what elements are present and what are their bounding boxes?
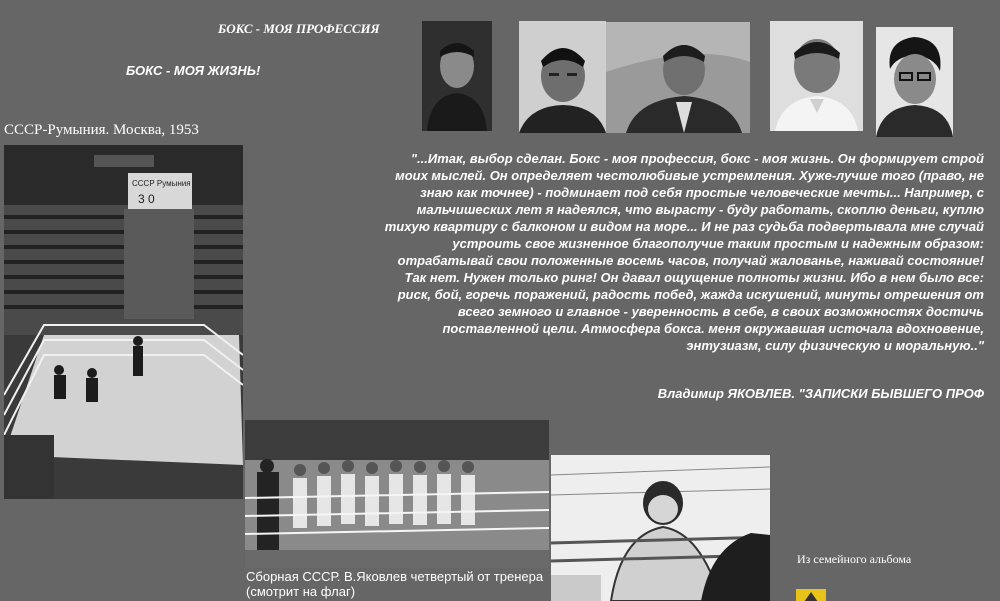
portrait-photo-4 (770, 21, 863, 131)
portrait-photo-5 (876, 27, 953, 137)
quote-text: "...Итак, выбор сделан. Бокс - моя профессия, бокс - моя жизнь. Он формирует строй моих мыслей. Он определяет честолюбивые устремления. Хуже-лучше того (право, не знаю как точнее) - подминает под себя простые человеческие мечты... Например, с мальчишеских лет я надеялся, что вырасту - буду работать, скоплю деньги, куплю тихую квартиру с балконом и видом на море... И не раз судьба подвертывала мне случай устроить свое жизненное благополучие таким простым и надежным образом: отрабатывай свои положенные восемь часов, получай жалованье, наживай состояние! Так нет. Нужен только ринг! Он давал ощущение полноты жизни. Ибо в нем было все: риск, бой, горечь поражений, радость побед, жажда искушений, минуты отрешения от всего земного и главное - уверенность в себе, в своих возможностях достичь поставленной цели. Атмосфера бокса. меня окружавшая источала вдохновение, энтузиазм, силу физическую и моральную.." (384, 151, 984, 353)
warning-sign-icon (796, 589, 826, 601)
portrait-photo-3 (606, 22, 750, 133)
title-life: БОКС - МОЯ ЖИЗНЬ! (126, 63, 261, 78)
caption-family-album: Из семейного альбома (797, 552, 912, 566)
title-profession: БОКС - МОЯ ПРОФЕССИЯ (218, 21, 380, 36)
portrait-photo-2 (519, 21, 606, 133)
quote-author: Владимир ЯКОВЛЕВ. "ЗАПИСКИ БЫВШЕГО ПРОФ (657, 386, 984, 401)
caption-moscow-1953: СССР-Румыния. Москва, 1953 (4, 122, 199, 138)
boxing-sketch-illustration (551, 455, 770, 601)
boxing-arena-photo (4, 145, 243, 499)
scoreboard-teams: СССР Румыния (132, 179, 191, 188)
portrait-photo-1 (422, 21, 492, 131)
caption-ussr-team: Сборная СССР. В.Яковлев четвертый от тренера (смотрит на флаг) (246, 569, 544, 599)
ussr-team-photo (245, 420, 549, 568)
scoreboard-score: 3 0 (138, 192, 155, 206)
